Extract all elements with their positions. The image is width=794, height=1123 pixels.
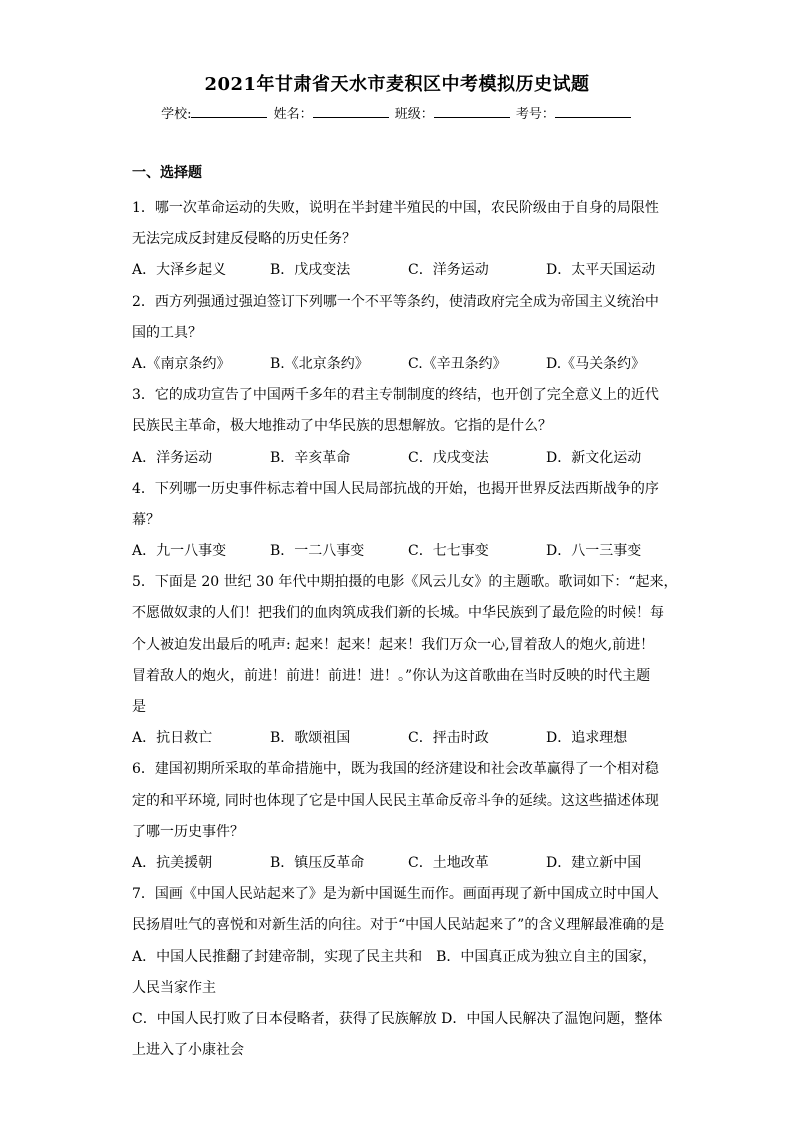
option-c: C．土地改革: [408, 854, 489, 871]
option-d: D．追求理想: [546, 730, 628, 747]
question-text-line: 定的和平环境, 同时也体现了它是中国人民民主革命反帝斗争的延续。这这些描述体现: [132, 792, 659, 809]
options-row: [132, 443, 664, 474]
options-row: [132, 536, 664, 567]
option-a: A．洋务运动: [132, 449, 213, 466]
options-row: [132, 723, 664, 754]
name-blank: [313, 105, 389, 118]
question-7: [132, 879, 664, 1066]
option-d: D．建立新中国: [546, 854, 642, 871]
question-6: [132, 754, 664, 879]
option-c: C．七七事变: [408, 543, 489, 560]
question-text-line: C．中国人民打败了日本侵略者，获得了民族解放 D．中国人民解决了温饱问题，整体: [132, 1010, 663, 1027]
exam-number-label: 考号：: [515, 107, 555, 122]
question-content: [132, 162, 678, 1066]
question-text-line: 无法完成反封建反侵略的历史任务？: [132, 231, 356, 248]
option-c: C．洋务运动: [408, 262, 489, 279]
question-text-line: 国的工具？: [132, 324, 202, 341]
option-a: A．大泽乡起义: [132, 262, 227, 279]
option-d: D．新文化运动: [546, 449, 642, 466]
question-text-line: 1．哪一次革命运动的失败，说明在半封建半殖民的中国，农民阶级由于自身的局限性: [132, 200, 659, 216]
question-text-line: 5．下面是 20 世纪 30 年代中期拍摄的电影《风云儿女》的主题歌。歌词如下：“起来，: [132, 574, 678, 591]
school-label: 学校:: [161, 107, 192, 122]
student-info-line: [0, 103, 794, 122]
name-label: 姓名：: [273, 107, 313, 122]
question-text-line: 幕？: [132, 511, 160, 528]
question-text-line: 上进入了小康社会: [132, 1042, 244, 1059]
question-3: [132, 380, 664, 474]
option-b: B.《北京条约》: [270, 355, 369, 372]
section-heading: 一、选择题: [132, 165, 202, 181]
option-d: D．太平天国运动: [546, 262, 656, 279]
question-text-line: 4．下列哪一历史事件标志着中国人民局部抗战的开始，也揭开世界反法西斯战争的序: [132, 480, 659, 497]
option-c: C．戊戌变法: [408, 449, 489, 466]
question-5: [132, 567, 678, 754]
question-text-line: 冒着敌人的炮火，前进！前进！前进！进！。”你认为这首歌曲在当时反映的时代主题: [132, 667, 651, 684]
school-blank: [191, 105, 267, 118]
question-text-line: 不愿做奴隶的人们！把我们的血肉筑成我们新的长城。中华民族到了最危险的时候！每: [132, 605, 664, 622]
option-b: B．一二八事变: [270, 543, 365, 560]
question-text-line: 7．国画《中国人民站起来了》是为新中国诞生而作。画面再现了新中国成立时中国人: [132, 886, 659, 903]
options-row: [132, 255, 664, 286]
question-1: [132, 193, 664, 287]
options-row: [132, 848, 664, 879]
option-b: B．戊戌变法: [270, 262, 351, 279]
option-a: A.《南京条约》: [132, 355, 231, 372]
question-text-line: 个人被迫发出最后的吼声: 起来！起来！起来！我们万众一心,冒着敌人的炮火,前进！: [132, 636, 655, 653]
question-text-line: 3．它的成功宣告了中国两千多年的君主专制制度的终结，也开创了完全意义上的近代: [132, 387, 659, 404]
question-text-line: 人民当家作主: [132, 979, 216, 996]
question-text-line: 民扬眉吐气的喜悦和对新生活的向往。对于“中国人民站起来了”的含义理解最准确的是: [132, 917, 665, 934]
question-text-line: 2．西方列强通过强迫签订下列哪一个不平等条约，使清政府完全成为帝国主义统治中: [132, 293, 659, 310]
question-text-line: 6．建国初期所采取的革命措施中，既为我国的经济建设和社会改革赢得了一个相对稳: [132, 761, 659, 778]
exam-number-blank: [555, 105, 631, 118]
question-text-line: 是: [132, 699, 146, 715]
option-c: C.《辛丑条约》: [408, 355, 507, 372]
class-blank: [434, 105, 510, 118]
option-a: A．抗日救亡: [132, 730, 213, 747]
class-label: 班级：: [394, 107, 434, 122]
option-d: D．八一三事变: [546, 543, 642, 560]
option-b: B．歌颂祖国: [270, 730, 351, 747]
option-b: B．辛亥革命: [270, 449, 351, 466]
option-b: B．镇压反革命: [270, 854, 365, 871]
question-text-line: A．中国人民推翻了封建帝制，实现了民主共和 B．中国真正成为独立自主的国家，: [132, 948, 657, 965]
option-c: C．抨击时政: [408, 730, 489, 747]
option-d: D.《马关条约》: [546, 355, 646, 372]
page-title: 2021年甘肃省天水市麦积区中考模拟历史试题: [204, 74, 590, 95]
question-2: [132, 287, 664, 381]
question-text-line: 民族民主革命，极大地推动了中华民族的思想解放。它指的是什么？: [132, 418, 552, 435]
option-a: A．抗美援朝: [132, 854, 213, 871]
options-row: [132, 349, 664, 380]
option-a: A．九一八事变: [132, 543, 227, 560]
question-4: [132, 474, 664, 568]
question-text-line: 了哪一历史事件？: [132, 823, 244, 840]
